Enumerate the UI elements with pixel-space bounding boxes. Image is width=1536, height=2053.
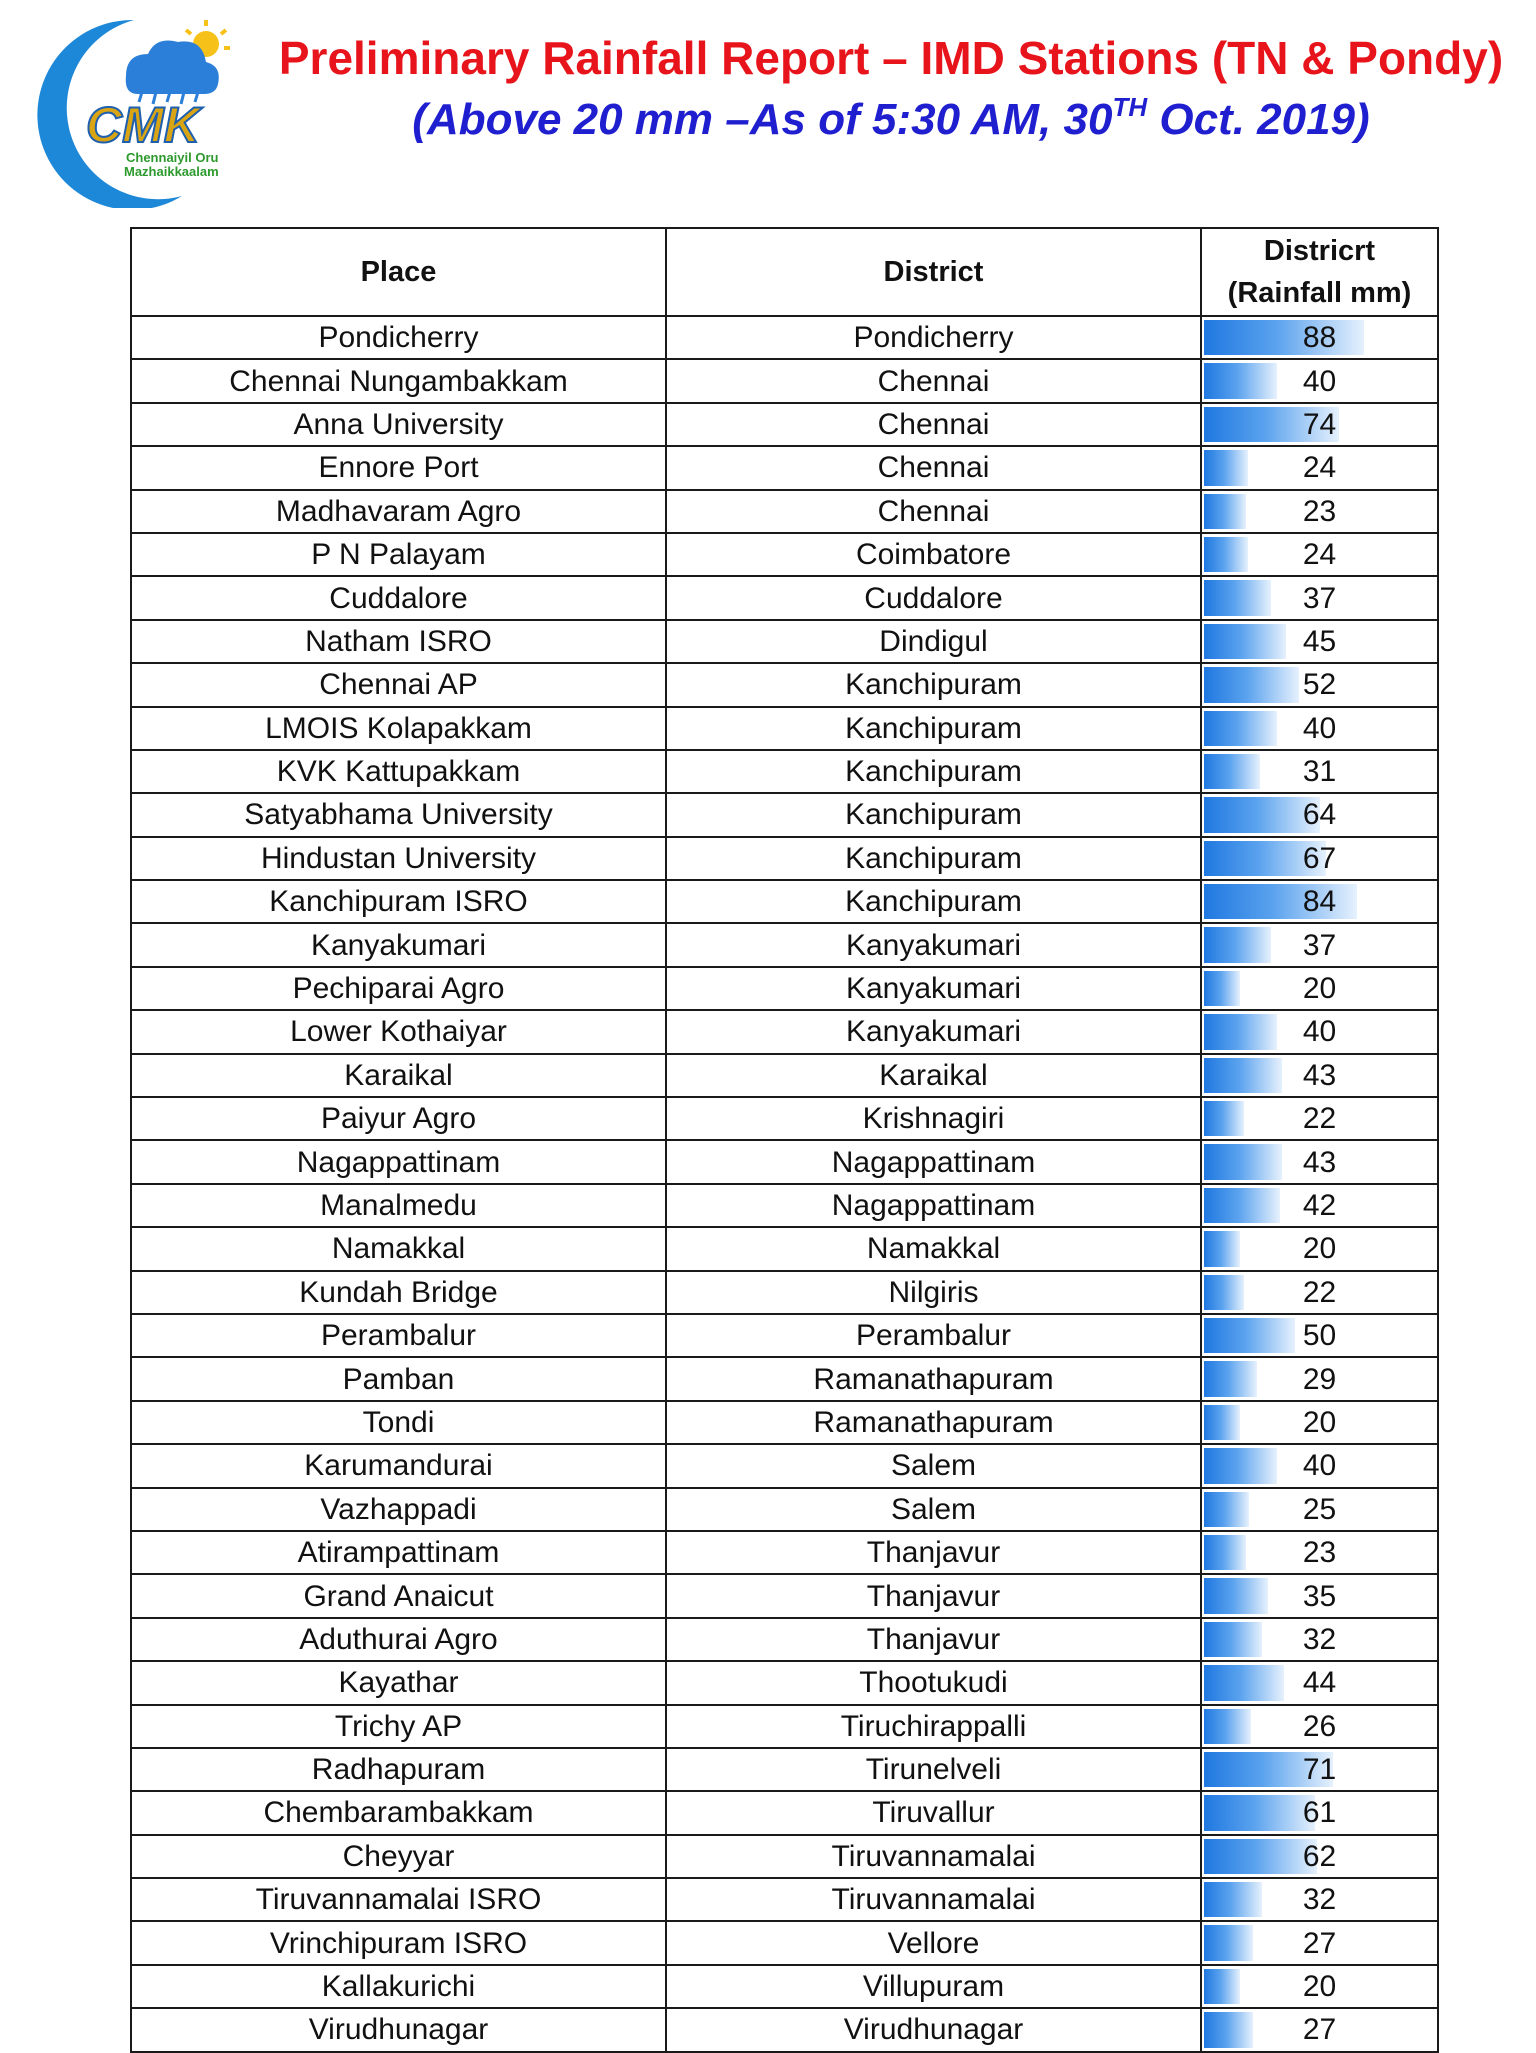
rainfall-cell	[1201, 1444, 1438, 1487]
report-title	[260, 28, 1522, 152]
rainfall-cell	[1201, 1965, 1438, 2008]
table-row	[131, 446, 1438, 489]
rainfall-data-bar	[1204, 1709, 1251, 1744]
rainfall-value: 25	[1302, 1492, 1337, 1526]
rainfall-value: 71	[1302, 1753, 1337, 1787]
place-cell: Vazhappadi	[131, 1488, 666, 1531]
place-cell: Natham ISRO	[131, 620, 666, 663]
rainfall-cell	[1201, 446, 1438, 489]
place-cell: Satyabhama University	[131, 793, 666, 836]
table-row	[131, 1878, 1438, 1921]
rainfall-cell	[1201, 403, 1438, 446]
place-cell: Perambalur	[131, 1314, 666, 1357]
district-cell: Kanchipuram	[666, 663, 1201, 706]
rainfall-data-bar	[1204, 1144, 1282, 1179]
rainfall-data-bar	[1204, 711, 1277, 746]
district-cell: Tiruchirappalli	[666, 1705, 1201, 1748]
rainfall-value: 37	[1302, 581, 1337, 615]
rainfall-cell	[1201, 1271, 1438, 1314]
district-cell: Krishnagiri	[666, 1097, 1201, 1140]
district-cell: Chennai	[666, 403, 1201, 446]
rainfall-value: 62	[1302, 1839, 1337, 1873]
rainfall-cell	[1201, 1184, 1438, 1227]
table-row	[131, 750, 1438, 793]
rainfall-cell	[1201, 1314, 1438, 1357]
place-cell: Cheyyar	[131, 1835, 666, 1878]
rainfall-data-bar	[1204, 667, 1299, 702]
header-rainfall-line-1: Districrt	[1263, 235, 1376, 267]
rainfall-value: 22	[1302, 1102, 1337, 1136]
place-cell: Manalmedu	[131, 1184, 666, 1227]
logo-tagline-1: Chennaiyil Oru	[126, 150, 219, 165]
rainfall-data-bar	[1204, 1405, 1240, 1440]
place-cell: Pechiparai Agro	[131, 967, 666, 1010]
rainfall-cell	[1201, 1878, 1438, 1921]
table-row	[131, 1097, 1438, 1140]
rainfall-cell	[1201, 837, 1438, 880]
place-cell: Pondicherry	[131, 316, 666, 359]
district-cell: Vellore	[666, 1921, 1201, 1964]
rainfall-value: 31	[1302, 755, 1337, 789]
cmk-logo-graphic	[14, 8, 234, 208]
rainfall-value: 35	[1302, 1579, 1337, 1613]
district-cell: Virudhunagar	[666, 2008, 1201, 2051]
rainfall-value: 61	[1302, 1796, 1337, 1830]
table-row	[131, 533, 1438, 576]
rainfall-value: 29	[1302, 1362, 1337, 1396]
title-line-2-end: Oct. 2019)	[1147, 95, 1370, 144]
header-rainfall	[1201, 228, 1438, 316]
rainfall-table	[130, 227, 1439, 2053]
district-cell: Kanchipuram	[666, 837, 1201, 880]
rainfall-data-bar	[1204, 320, 1364, 355]
rainfall-cell	[1201, 533, 1438, 576]
table-row	[131, 1010, 1438, 1053]
rainfall-cell	[1201, 1748, 1438, 1791]
rainfall-data-bar	[1204, 1448, 1277, 1483]
rainfall-data-bar	[1204, 2012, 1253, 2047]
cmk-logo	[14, 8, 234, 208]
rainfall-value: 40	[1302, 1015, 1337, 1049]
rainfall-cell	[1201, 923, 1438, 966]
table-row	[131, 1054, 1438, 1097]
rainfall-value: 20	[1302, 1405, 1337, 1439]
district-cell: Kanyakumari	[666, 923, 1201, 966]
place-cell: Hindustan University	[131, 837, 666, 880]
place-cell: LMOIS Kolapakkam	[131, 707, 666, 750]
rainfall-cell	[1201, 1227, 1438, 1270]
rainfall-value: 24	[1302, 451, 1337, 485]
table-row	[131, 837, 1438, 880]
rainfall-data-bar	[1204, 1492, 1249, 1527]
place-cell: Madhavaram Agro	[131, 490, 666, 533]
place-cell: Nagappattinam	[131, 1140, 666, 1183]
district-cell: Chennai	[666, 490, 1201, 533]
district-cell: Karaikal	[666, 1054, 1201, 1097]
place-cell: Chennai Nungambakkam	[131, 359, 666, 402]
rainfall-data-bar	[1204, 971, 1240, 1006]
table-row	[131, 1184, 1438, 1227]
district-cell: Kanyakumari	[666, 967, 1201, 1010]
district-cell: Ramanathapuram	[666, 1401, 1201, 1444]
table-row	[131, 1444, 1438, 1487]
title-line-2-main: (Above 20 mm –As of 5:30 AM, 30	[412, 95, 1113, 144]
district-cell: Perambalur	[666, 1314, 1201, 1357]
rainfall-value: 84	[1302, 885, 1337, 919]
district-cell: Kanchipuram	[666, 880, 1201, 923]
rainfall-data-bar	[1204, 363, 1277, 398]
rainfall-data-bar	[1204, 1361, 1257, 1396]
title-line-2	[260, 88, 1522, 152]
district-cell: Thanjavur	[666, 1574, 1201, 1617]
rainfall-data-bar	[1204, 1058, 1282, 1093]
table-row	[131, 1618, 1438, 1661]
rainfall-data-bar	[1204, 1014, 1277, 1049]
district-cell: Tirunelveli	[666, 1748, 1201, 1791]
place-cell: Atirampattinam	[131, 1531, 666, 1574]
place-cell: Radhapuram	[131, 1748, 666, 1791]
place-cell: Karumandurai	[131, 1444, 666, 1487]
rainfall-cell	[1201, 576, 1438, 619]
rainfall-data-bar	[1204, 1275, 1244, 1310]
place-cell: Pamban	[131, 1357, 666, 1400]
table-row	[131, 1227, 1438, 1270]
place-cell: Tondi	[131, 1401, 666, 1444]
table-row	[131, 967, 1438, 1010]
rainfall-value: 37	[1302, 928, 1337, 962]
table-row	[131, 663, 1438, 706]
table-body	[131, 316, 1438, 2052]
rainfall-value: 20	[1302, 1970, 1337, 2004]
logo-brand: CMK	[86, 97, 200, 153]
rainfall-cell	[1201, 1574, 1438, 1617]
place-cell: Lower Kothaiyar	[131, 1010, 666, 1053]
table-row	[131, 923, 1438, 966]
rainfall-data-bar	[1204, 1318, 1295, 1353]
rainfall-data-bar	[1204, 1578, 1268, 1613]
district-cell: Chennai	[666, 359, 1201, 402]
place-cell: Kayathar	[131, 1661, 666, 1704]
table-row	[131, 1531, 1438, 1574]
rainfall-data-bar	[1204, 1665, 1284, 1700]
place-cell: Chembarambakkam	[131, 1791, 666, 1834]
rainfall-cell	[1201, 1531, 1438, 1574]
place-cell: Ennore Port	[131, 446, 666, 489]
table-row	[131, 1357, 1438, 1400]
district-cell: Namakkal	[666, 1227, 1201, 1270]
rainfall-data-bar	[1204, 494, 1246, 529]
rainfall-data-bar	[1204, 537, 1248, 572]
title-line-1: Preliminary Rainfall Report – IMD Stations (TN & Pondy)	[278, 32, 1504, 84]
rainfall-data-bar	[1204, 1795, 1315, 1830]
rainfall-data-bar	[1204, 1882, 1262, 1917]
table-row	[131, 1661, 1438, 1704]
rainfall-cell	[1201, 1705, 1438, 1748]
rainfall-data-bar	[1204, 927, 1271, 962]
place-cell: Kanyakumari	[131, 923, 666, 966]
table-row	[131, 1574, 1438, 1617]
rainfall-data-bar	[1204, 1925, 1253, 1960]
rainfall-cell	[1201, 707, 1438, 750]
district-cell: Kanchipuram	[666, 750, 1201, 793]
rainfall-value: 67	[1302, 841, 1337, 875]
table-row	[131, 1921, 1438, 1964]
rainfall-cell	[1201, 1097, 1438, 1140]
rainfall-value: 52	[1302, 668, 1337, 702]
rainfall-data-bar	[1204, 1622, 1262, 1657]
rainfall-cell	[1201, 1661, 1438, 1704]
rainfall-cell	[1201, 750, 1438, 793]
rainfall-data-bar	[1204, 1231, 1240, 1266]
district-cell: Nilgiris	[666, 1271, 1201, 1314]
table-row	[131, 1748, 1438, 1791]
table-row	[131, 1314, 1438, 1357]
place-cell: Kundah Bridge	[131, 1271, 666, 1314]
place-cell: Paiyur Agro	[131, 1097, 666, 1140]
place-cell: Namakkal	[131, 1227, 666, 1270]
district-cell: Salem	[666, 1444, 1201, 1487]
rainfall-value: 32	[1302, 1883, 1337, 1917]
rainfall-cell	[1201, 1140, 1438, 1183]
place-cell: Karaikal	[131, 1054, 666, 1097]
district-cell: Villupuram	[666, 1965, 1201, 2008]
rainfall-value: 24	[1302, 538, 1337, 572]
rainfall-data-bar	[1204, 1969, 1240, 2004]
place-cell: Tiruvannamalai ISRO	[131, 1878, 666, 1921]
table-row	[131, 1965, 1438, 2008]
place-cell: Kallakurichi	[131, 1965, 666, 2008]
rainfall-data-bar	[1204, 450, 1248, 485]
rainfall-cell	[1201, 490, 1438, 533]
table-row	[131, 620, 1438, 663]
rainfall-value: 20	[1302, 1232, 1337, 1266]
place-cell: KVK Kattupakkam	[131, 750, 666, 793]
rainfall-value: 27	[1302, 1926, 1337, 1960]
district-cell: Tiruvannamalai	[666, 1878, 1201, 1921]
rainfall-data-bar	[1204, 1188, 1280, 1223]
header-district: District	[666, 228, 1201, 316]
rainfall-data-bar	[1204, 1535, 1246, 1570]
rainfall-cell	[1201, 2008, 1438, 2051]
table-row	[131, 1401, 1438, 1444]
district-cell: Thanjavur	[666, 1531, 1201, 1574]
table-row	[131, 1705, 1438, 1748]
table-header-row	[131, 228, 1438, 316]
place-cell: Grand Anaicut	[131, 1574, 666, 1617]
rainfall-data-bar	[1204, 1839, 1317, 1874]
rainfall-cell	[1201, 1921, 1438, 1964]
rainfall-value: 20	[1302, 972, 1337, 1006]
rainfall-cell	[1201, 967, 1438, 1010]
rainfall-data-bar	[1204, 580, 1271, 615]
table-row	[131, 707, 1438, 750]
place-cell: Cuddalore	[131, 576, 666, 619]
district-cell: Nagappattinam	[666, 1140, 1201, 1183]
rainfall-value: 44	[1302, 1666, 1337, 1700]
rainfall-cell	[1201, 1054, 1438, 1097]
district-cell: Kanyakumari	[666, 1010, 1201, 1053]
table-row	[131, 1488, 1438, 1531]
rainfall-data-bar	[1204, 624, 1286, 659]
district-cell: Chennai	[666, 446, 1201, 489]
rainfall-value: 40	[1302, 364, 1337, 398]
rainfall-value: 50	[1302, 1319, 1337, 1353]
rainfall-value: 42	[1302, 1189, 1337, 1222]
district-cell: Cuddalore	[666, 576, 1201, 619]
rainfall-value: 74	[1302, 407, 1337, 441]
table-row	[131, 1835, 1438, 1878]
rainfall-cell	[1201, 1010, 1438, 1053]
rainfall-cell	[1201, 1488, 1438, 1531]
table-row	[131, 576, 1438, 619]
district-cell: Salem	[666, 1488, 1201, 1531]
rainfall-cell	[1201, 880, 1438, 923]
logo-tagline-2: Mazhaikkaalam	[124, 164, 219, 179]
district-cell: Ramanathapuram	[666, 1357, 1201, 1400]
rainfall-value: 43	[1302, 1145, 1337, 1179]
rainfall-value: 22	[1302, 1275, 1337, 1309]
rainfall-cell	[1201, 793, 1438, 836]
table-row	[131, 359, 1438, 402]
place-cell: Aduthurai Agro	[131, 1618, 666, 1661]
place-cell: Kanchipuram ISRO	[131, 880, 666, 923]
rainfall-value: 40	[1302, 1449, 1337, 1483]
rainfall-value: 43	[1302, 1058, 1337, 1092]
place-cell: Trichy AP	[131, 1705, 666, 1748]
rainfall-value: 88	[1302, 321, 1337, 355]
rainfall-data-bar	[1204, 1101, 1244, 1136]
place-cell: P N Palayam	[131, 533, 666, 576]
rainfall-value: 26	[1302, 1709, 1337, 1743]
district-cell: Pondicherry	[666, 316, 1201, 359]
place-cell: Vrinchipuram ISRO	[131, 1921, 666, 1964]
table-row	[131, 1791, 1438, 1834]
table-row	[131, 316, 1438, 359]
rainfall-cell	[1201, 1835, 1438, 1878]
title-ordinal-suffix: TH	[1112, 92, 1148, 122]
place-cell: Chennai AP	[131, 663, 666, 706]
table-row	[131, 403, 1438, 446]
district-cell: Nagappattinam	[666, 1184, 1201, 1227]
rainfall-cell	[1201, 1618, 1438, 1661]
district-cell: Thootukudi	[666, 1661, 1201, 1704]
rainfall-cell	[1201, 663, 1438, 706]
table-row	[131, 490, 1438, 533]
header-place: Place	[131, 228, 666, 316]
table-row	[131, 880, 1438, 923]
rainfall-value: 23	[1302, 494, 1337, 528]
rainfall-cell	[1201, 1357, 1438, 1400]
rainfall-cell	[1201, 316, 1438, 359]
rainfall-cell	[1201, 359, 1438, 402]
rainfall-value: 45	[1302, 624, 1337, 658]
rainfall-cell	[1201, 1791, 1438, 1834]
table-row	[131, 793, 1438, 836]
rainfall-cell	[1201, 1401, 1438, 1444]
district-cell: Tiruvallur	[666, 1791, 1201, 1834]
rainfall-data-bar	[1204, 754, 1260, 789]
header-rainfall-line-2: (Rainfall mm)	[1227, 277, 1412, 309]
place-cell: Virudhunagar	[131, 2008, 666, 2051]
table-row	[131, 2008, 1438, 2051]
rainfall-value: 40	[1302, 711, 1337, 745]
rainfall-value: 32	[1302, 1622, 1337, 1656]
district-cell: Tiruvannamalai	[666, 1835, 1201, 1878]
rainfall-value: 64	[1302, 798, 1337, 832]
place-cell: Anna University	[131, 403, 666, 446]
table-row	[131, 1140, 1438, 1183]
rainfall-cell	[1201, 620, 1438, 663]
rainfall-value: 23	[1302, 1536, 1337, 1570]
district-cell: Dindigul	[666, 620, 1201, 663]
district-cell: Coimbatore	[666, 533, 1201, 576]
table-row	[131, 1271, 1438, 1314]
district-cell: Thanjavur	[666, 1618, 1201, 1661]
district-cell: Kanchipuram	[666, 707, 1201, 750]
district-cell: Kanchipuram	[666, 793, 1201, 836]
rainfall-value: 27	[1302, 2013, 1337, 2047]
